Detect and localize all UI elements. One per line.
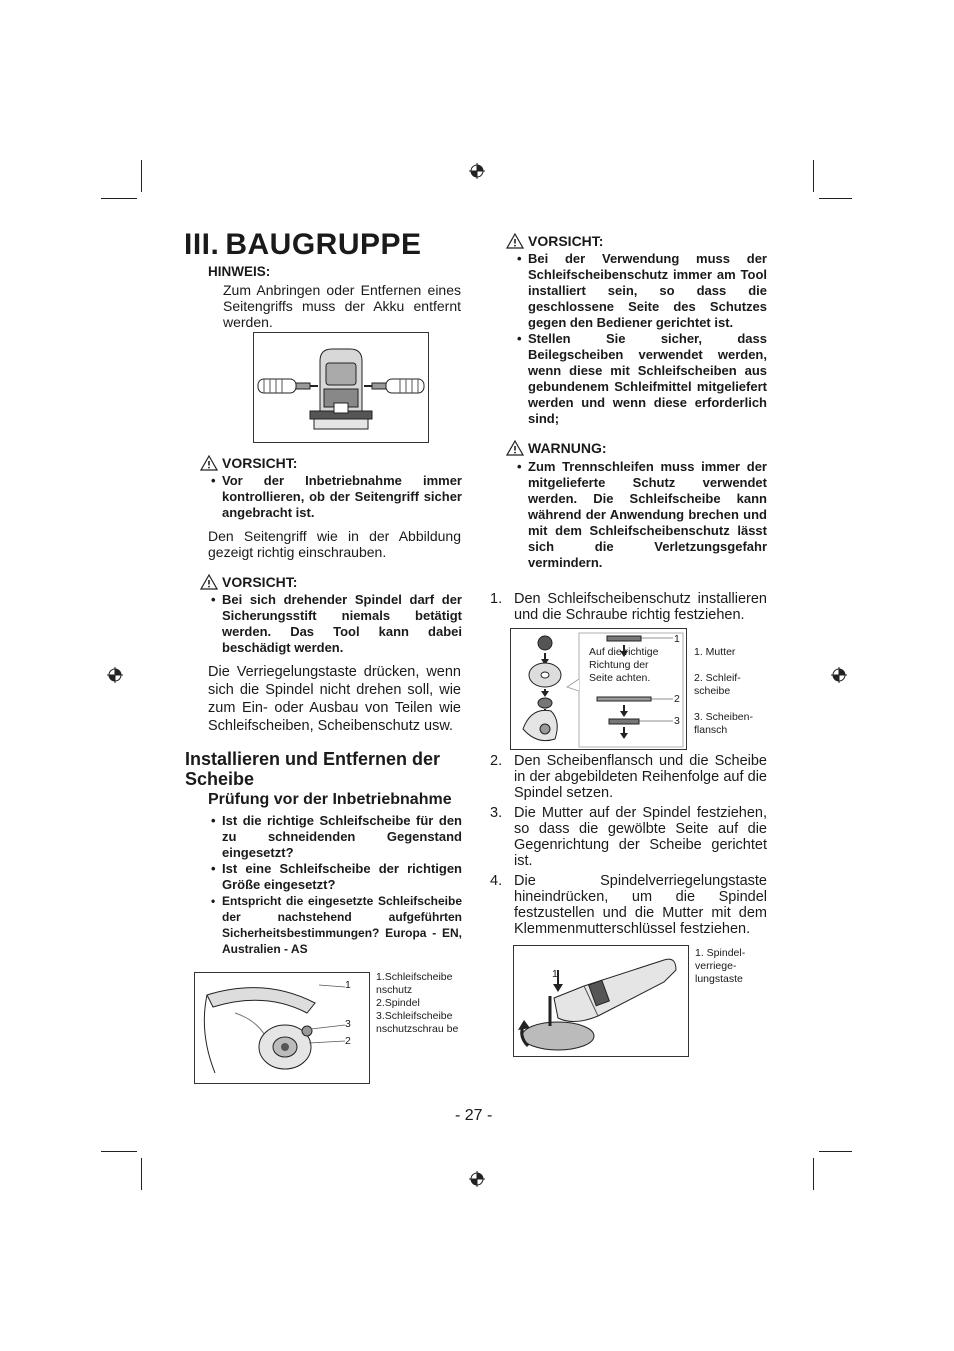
warning-triangle-icon — [200, 455, 218, 471]
callout-number: 2 — [674, 693, 680, 705]
legend-item: 2. Schleif- scheibe — [694, 672, 741, 697]
side-handle-figure — [253, 332, 429, 443]
figure-legend — [376, 971, 466, 1036]
caution-list — [208, 473, 462, 521]
caution-item: • Bei sich drehender Spindel darf der Sicherungsstift niemals betätigt werden. Das Tool kann dabei beschädigt werden. — [208, 592, 462, 656]
spindle-lock-illustration — [514, 946, 688, 1056]
callout-number: 1 — [552, 968, 558, 980]
crop-mark — [819, 1151, 852, 1152]
step-list — [490, 753, 767, 941]
warning-item: • Zum Trennschleifen muss immer der mitgelieferte Schutz verwendet werden. Die Schleifscheibe kann während der Anwendung brechen und mit dem Schleifscheibenschutz lässt sich die Verletzungsgefahr vermindern. — [514, 459, 767, 571]
warning-triangle-icon — [506, 440, 524, 456]
warning-list — [514, 459, 767, 571]
caution-item: • Stellen Sie sicher, dass Beilegscheiben verwendet werden, wenn diese mit Schleifscheiben aus gebundenem Schleifmittel mitgeliefert werden und wenn diese erforderlich sind; — [514, 331, 767, 427]
checklist — [208, 813, 462, 957]
crop-mark — [101, 1151, 137, 1152]
checklist-item: • Ist die richtige Schleifscheibe für den zu schneidenden Gegenstand eingesetzt? — [208, 813, 462, 861]
legend-item: 1. Mutter — [694, 646, 736, 658]
crop-mark — [101, 198, 137, 199]
caution-heading: VORSICHT: — [200, 574, 297, 590]
step-item: 2. Den Scheibenflansch und die Scheibe in der abgebildeten Reihenfolge auf die Spindel setzen. — [490, 753, 767, 801]
crop-mark — [141, 1158, 142, 1190]
page-number: - 27 - — [455, 1107, 493, 1124]
crop-mark — [813, 1158, 814, 1190]
note-text: Zum Anbringen oder Entfernen eines Seitengriffs muss der Akku entfernt werden. — [223, 282, 461, 330]
crop-mark — [141, 160, 142, 192]
guard-figure — [194, 972, 370, 1084]
callout-number: 3 — [674, 715, 680, 727]
caution-item: • Vor der Inbetriebnahme immer kontrollieren, ob der Seitengriff sicher angebracht ist. — [208, 473, 462, 521]
side-handle-illustration — [254, 333, 428, 442]
page-title: III. BAUGRUPPE — [184, 228, 422, 261]
registration-mark-icon — [107, 667, 123, 683]
registration-mark-icon — [469, 163, 485, 179]
legend-item: 3. Scheiben- flansch — [694, 711, 753, 736]
registration-mark-icon — [831, 667, 847, 683]
callout-number: 2 — [345, 1035, 351, 1047]
step-item: 1. Den Schleifscheibenschutz installieren und die Schraube richtig festziehen. — [490, 591, 767, 623]
legend-item: 2.Spindel — [376, 997, 420, 1009]
section-heading: Installieren und Entfernen der Scheibe — [185, 749, 441, 789]
step-list — [490, 591, 767, 627]
registration-mark-icon — [469, 1171, 485, 1187]
warning-triangle-icon — [200, 574, 218, 590]
figure-legend: 1. Spindel- verriege- lungstaste — [695, 947, 746, 985]
paragraph: Die Verriegelungstaste drücken, wenn sich die Spindel nicht drehen soll, wie zum Ein- oder Ausbau von Teilen wie Schleifscheiben, Scheibenschutz usw. — [208, 664, 461, 734]
step-item: 3. Die Mutter auf der Spindel festziehen, so dass die gewölbte Seite auf die Gegenrichtung der Scheibe gerichtet ist. — [490, 805, 767, 869]
spindle-lock-figure — [513, 945, 689, 1057]
paragraph: Den Seitengriff wie in der Abbildung gezeigt richtig einschrauben. — [208, 528, 461, 560]
caution-heading: VORSICHT: — [200, 455, 297, 471]
direction-note-bubble: Auf die richtige Richtung der Seite achten. — [589, 646, 659, 684]
checklist-item: • Ist eine Schleifscheibe der richtigen Größe eingesetzt? — [208, 861, 462, 893]
legend-item: 1.Schleifscheibe nschutz — [376, 971, 453, 996]
note-heading: HINWEIS: — [208, 264, 271, 279]
callout-number: 1 — [345, 979, 351, 991]
legend-item: 3.Schleifscheibe nschutzschrau be — [376, 1010, 459, 1035]
crop-mark — [813, 160, 814, 192]
disc-assembly-figure — [510, 628, 687, 750]
callout-number: 3 — [345, 1018, 351, 1030]
caution-list — [208, 592, 462, 656]
checklist-item: • Entspricht die eingesetzte Schleifscheibe der nachstehend aufgeführten Sicherheitsbestimmungen? Europa - EN, Australien - AS — [208, 893, 462, 957]
warning-triangle-icon — [506, 233, 524, 249]
callout-number: 1 — [674, 633, 680, 645]
figure-legend — [694, 633, 770, 750]
guard-illustration — [195, 973, 369, 1083]
step-item: 4. Die Spindelverriegelungstaste hineindrücken, um die Spindel festzustellen und die Mutter mit dem Klemmenmutterschlüssel festziehen. — [490, 873, 767, 937]
warning-heading: WARNUNG: — [506, 440, 607, 456]
subsection-heading: Prüfung vor der Inbetriebnahme — [208, 791, 452, 808]
caution-heading: VORSICHT: — [506, 233, 603, 249]
caution-item: • Bei der Verwendung muss der Schleifscheibenschutz immer am Tool installiert sein, so dass die geschlossene Seite des Schutzes gegen den Bediener gerichtet ist. — [514, 251, 767, 331]
caution-list — [514, 251, 767, 427]
crop-mark — [819, 198, 852, 199]
